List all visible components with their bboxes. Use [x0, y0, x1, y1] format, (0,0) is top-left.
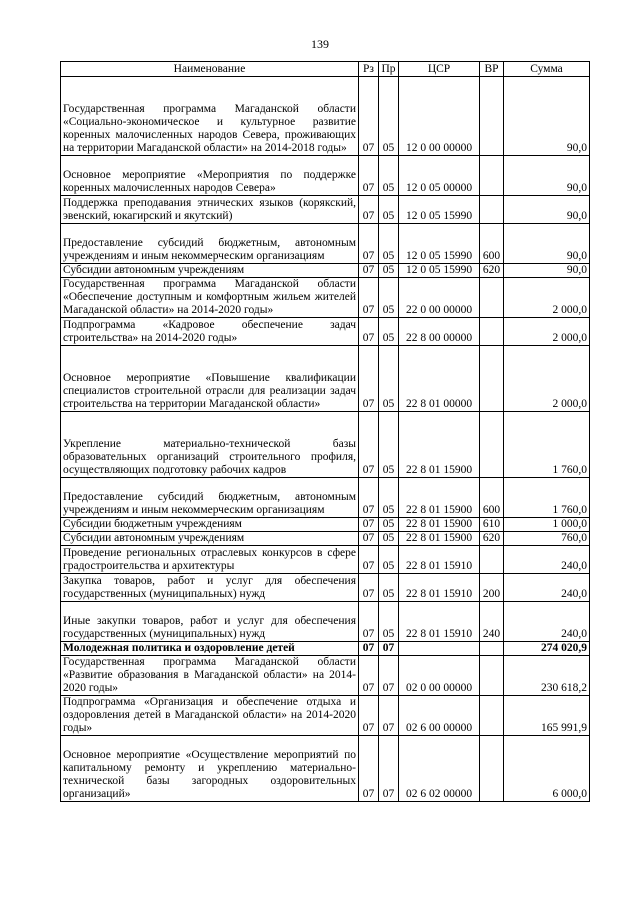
row-csr: 02 0 00 00000 [399, 656, 480, 696]
row-pr: 05 [379, 532, 399, 546]
row-vr [480, 546, 504, 574]
row-name: Укрепление материально-технической базы образовательных организаций строительного профиля, осуществляющих подготовку рабочих кадров [61, 412, 359, 478]
row-pr: 05 [379, 224, 399, 264]
row-rz: 07 [359, 478, 379, 518]
table-row [61, 656, 590, 696]
table-row [61, 602, 590, 642]
row-sum: 2 000,0 [504, 318, 590, 346]
row-pr: 05 [379, 602, 399, 642]
row-csr: 22 8 01 15900 [399, 412, 480, 478]
row-name: Субсидии автономным учреждениям [61, 532, 359, 546]
row-csr: 12 0 05 15990 [399, 224, 480, 264]
row-name: Закупка товаров, работ и услуг для обеспечения государственных (муниципальных) нужд [61, 574, 359, 602]
row-name: Государственная программа Магаданской области «Обеспечение доступным и комфортным жильем жителей Магаданской области» на 2014-2020 годы» [61, 278, 359, 318]
row-csr: 22 8 01 15910 [399, 602, 480, 642]
row-csr [399, 642, 480, 656]
row-csr: 22 8 01 15900 [399, 532, 480, 546]
row-pr: 05 [379, 156, 399, 196]
row-csr: 22 8 01 15900 [399, 478, 480, 518]
row-sum: 165 991,9 [504, 696, 590, 736]
row-vr [480, 736, 504, 802]
row-sum: 90,0 [504, 196, 590, 224]
row-vr [480, 77, 504, 156]
table-row [61, 77, 590, 156]
header-csr: ЦСР [399, 62, 480, 77]
table-row [61, 156, 590, 196]
header-pr: Пр [379, 62, 399, 77]
row-csr: 12 0 05 15990 [399, 196, 480, 224]
row-rz: 07 [359, 546, 379, 574]
row-rz: 07 [359, 156, 379, 196]
row-sum: 90,0 [504, 156, 590, 196]
row-pr: 07 [379, 696, 399, 736]
row-vr [480, 318, 504, 346]
row-name: Государственная программа Магаданской области «Социально-экономическое и культурное развитие коренных малочисленных народов Севера, проживающих на территории Магаданской области» на 2014-2018 годы» [61, 77, 359, 156]
row-pr: 05 [379, 346, 399, 412]
row-sum: 230 618,2 [504, 656, 590, 696]
row-rz: 07 [359, 736, 379, 802]
row-sum: 240,0 [504, 574, 590, 602]
row-name: Поддержка преподавания этнических языков (корякский, эвенский, юкагирский и якутский) [61, 196, 359, 224]
row-vr: 240 [480, 602, 504, 642]
row-vr [480, 346, 504, 412]
table-row [61, 318, 590, 346]
table-row [61, 412, 590, 478]
table-row [61, 278, 590, 318]
row-rz: 07 [359, 656, 379, 696]
header-vr: ВР [480, 62, 504, 77]
row-pr: 05 [379, 412, 399, 478]
row-rz: 07 [359, 264, 379, 278]
row-rz: 07 [359, 196, 379, 224]
table-header-row [61, 62, 590, 77]
row-pr: 05 [379, 278, 399, 318]
row-sum: 2 000,0 [504, 346, 590, 412]
row-sum: 1 760,0 [504, 478, 590, 518]
row-rz: 07 [359, 518, 379, 532]
table-row [61, 574, 590, 602]
row-sum: 90,0 [504, 224, 590, 264]
row-csr: 22 0 00 00000 [399, 278, 480, 318]
row-rz: 07 [359, 412, 379, 478]
row-pr: 07 [379, 736, 399, 802]
row-sum: 1 760,0 [504, 412, 590, 478]
row-sum: 2 000,0 [504, 278, 590, 318]
row-pr: 05 [379, 546, 399, 574]
header-name: Наименование [61, 62, 359, 77]
row-rz: 07 [359, 696, 379, 736]
table-row [61, 696, 590, 736]
table-row [61, 518, 590, 532]
row-name: Иные закупки товаров, работ и услуг для обеспечения государственных (муниципальных) нужд [61, 602, 359, 642]
header-sum: Сумма [504, 62, 590, 77]
row-pr: 07 [379, 656, 399, 696]
row-rz: 07 [359, 346, 379, 412]
row-name: Подпрограмма «Организация и обеспечение отдыха и оздоровления детей в Магаданской области» на 2014-2020 годы» [61, 696, 359, 736]
row-name: Подпрограмма «Кадровое обеспечение задач строительства» на 2014-2020 годы» [61, 318, 359, 346]
row-name: Проведение региональных отраслевых конкурсов в сфере градостроительства и архитектуры [61, 546, 359, 574]
table-row [61, 264, 590, 278]
table-row [61, 642, 590, 656]
row-csr: 12 0 05 15990 [399, 264, 480, 278]
row-rz: 07 [359, 224, 379, 264]
row-pr: 07 [379, 642, 399, 656]
row-csr: 22 8 01 15910 [399, 574, 480, 602]
page-number: 139 [311, 37, 329, 51]
table-row [61, 478, 590, 518]
table-row [61, 224, 590, 264]
row-vr [480, 656, 504, 696]
table-row [61, 346, 590, 412]
header-rz: Рз [359, 62, 379, 77]
row-rz: 07 [359, 318, 379, 346]
table-row [61, 532, 590, 546]
row-sum: 6 000,0 [504, 736, 590, 802]
row-vr: 200 [480, 574, 504, 602]
row-vr: 600 [480, 478, 504, 518]
table-row [61, 196, 590, 224]
row-name: Основное мероприятие «Мероприятия по поддержке коренных малочисленных народов Севера» [61, 156, 359, 196]
row-rz: 07 [359, 574, 379, 602]
row-name: Предоставление субсидий бюджетным, автономным учреждениям и иным некоммерческим организациям [61, 224, 359, 264]
row-sum: 90,0 [504, 77, 590, 156]
row-name: Молодежная политика и оздоровление детей [61, 642, 359, 656]
row-pr: 05 [379, 196, 399, 224]
row-vr [480, 642, 504, 656]
row-csr: 22 8 01 00000 [399, 346, 480, 412]
row-name: Субсидии автономным учреждениям [61, 264, 359, 278]
row-vr [480, 412, 504, 478]
row-name: Государственная программа Магаданской области «Развитие образования в Магаданской области» на 2014-2020 годы» [61, 656, 359, 696]
row-sum: 90,0 [504, 264, 590, 278]
row-rz: 07 [359, 278, 379, 318]
row-pr: 05 [379, 77, 399, 156]
row-sum: 1 000,0 [504, 518, 590, 532]
row-csr: 22 8 01 15900 [399, 518, 480, 532]
row-pr: 05 [379, 518, 399, 532]
row-vr [480, 696, 504, 736]
row-csr: 12 0 05 00000 [399, 156, 480, 196]
row-vr: 620 [480, 264, 504, 278]
row-sum: 240,0 [504, 602, 590, 642]
row-csr: 22 8 01 15910 [399, 546, 480, 574]
table-row [61, 736, 590, 802]
row-vr [480, 196, 504, 224]
row-rz: 07 [359, 642, 379, 656]
row-vr [480, 156, 504, 196]
row-csr: 02 6 02 00000 [399, 736, 480, 802]
row-csr: 02 6 00 00000 [399, 696, 480, 736]
row-csr: 12 0 00 00000 [399, 77, 480, 156]
budget-table [60, 61, 590, 802]
row-name: Субсидии бюджетным учреждениям [61, 518, 359, 532]
row-rz: 07 [359, 77, 379, 156]
row-csr: 22 8 00 00000 [399, 318, 480, 346]
row-sum: 240,0 [504, 546, 590, 574]
row-rz: 07 [359, 602, 379, 642]
row-name: Основное мероприятие «Повышение квалификации специалистов строительной отрасли для реализации задач строительства на территории Магаданской области» [61, 346, 359, 412]
row-sum: 760,0 [504, 532, 590, 546]
row-sum: 274 020,9 [504, 642, 590, 656]
row-pr: 05 [379, 264, 399, 278]
row-pr: 05 [379, 478, 399, 518]
row-name: Основное мероприятие «Осуществление мероприятий по капитальному ремонту и укреплению материально-технической базы загородных оздоровительных организаций» [61, 736, 359, 802]
row-name: Предоставление субсидий бюджетным, автономным учреждениям и иным некоммерческим организациям [61, 478, 359, 518]
row-pr: 05 [379, 318, 399, 346]
row-vr: 610 [480, 518, 504, 532]
row-vr: 620 [480, 532, 504, 546]
row-vr [480, 278, 504, 318]
row-rz: 07 [359, 532, 379, 546]
table-row [61, 546, 590, 574]
row-pr: 05 [379, 574, 399, 602]
row-vr: 600 [480, 224, 504, 264]
